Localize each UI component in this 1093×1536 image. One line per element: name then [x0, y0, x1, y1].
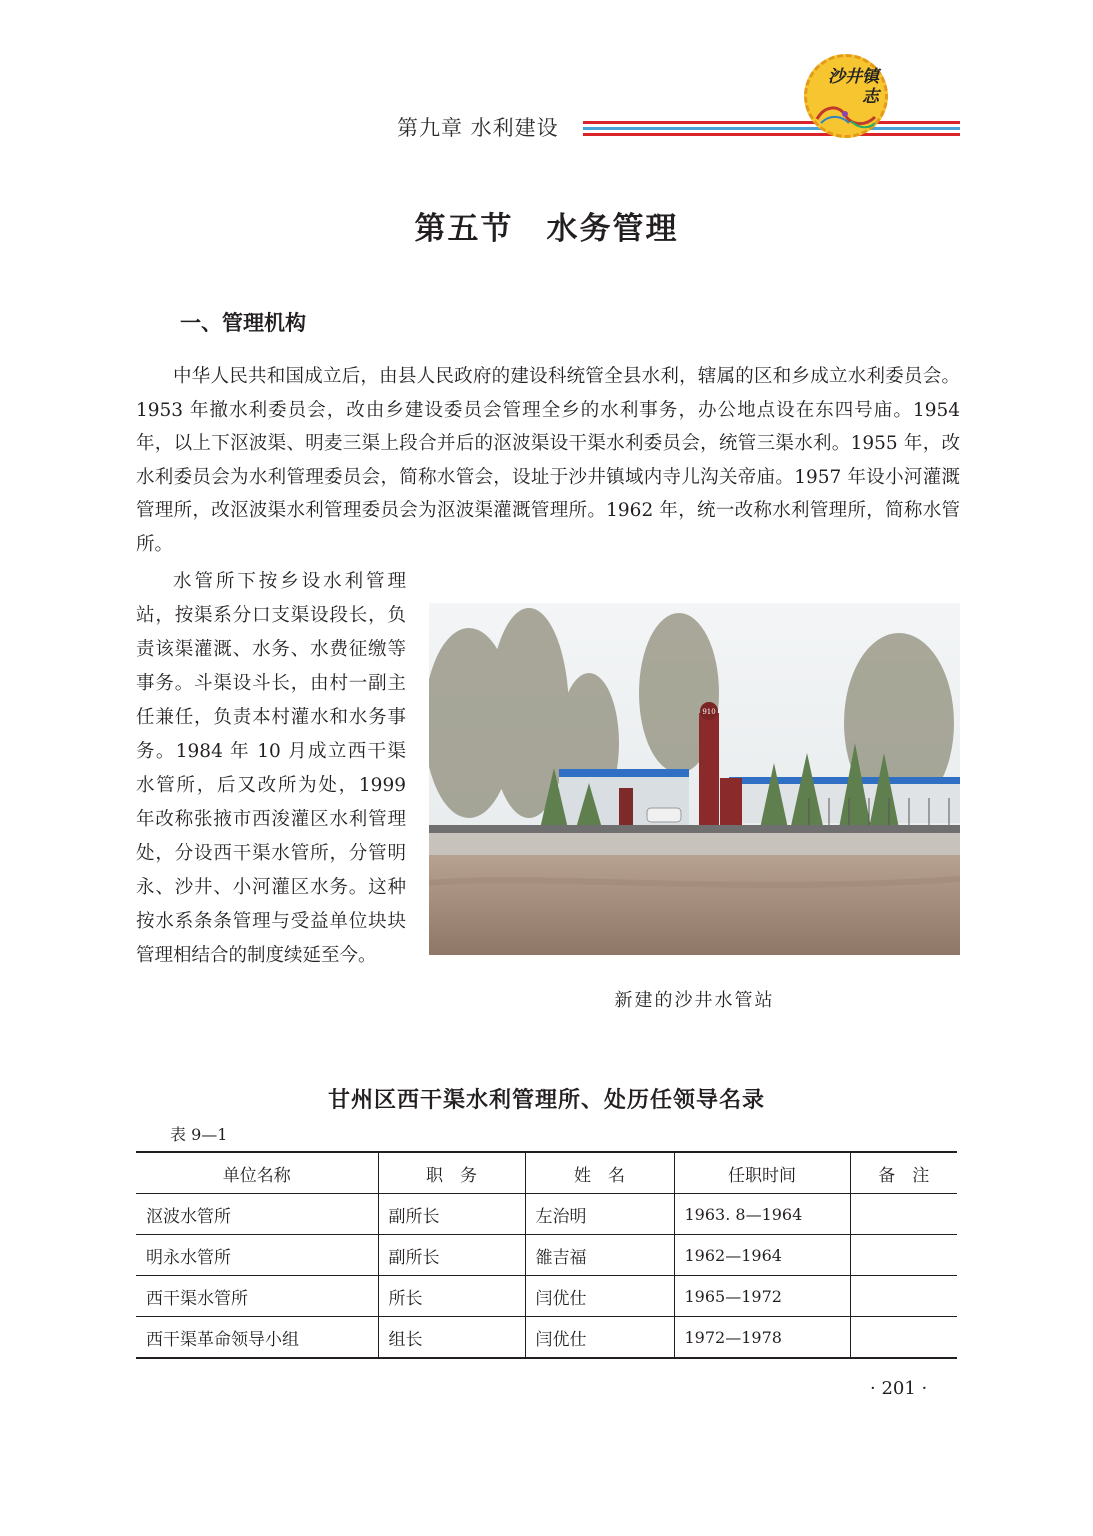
table-row [136, 1317, 957, 1359]
table-row [136, 1235, 957, 1276]
column-header-term: 任职时间 [674, 1152, 850, 1194]
cell-remarks [850, 1235, 957, 1276]
cell-term: 1962—1964 [674, 1235, 850, 1276]
phoenix-icon [815, 101, 877, 131]
table-row [136, 1276, 957, 1317]
cell-unit: 西干渠革命领导小组 [136, 1317, 378, 1359]
leaders-table [136, 1151, 957, 1359]
column-header-remarks: 备 注 [850, 1152, 957, 1194]
cell-remarks [850, 1276, 957, 1317]
subsection-title: 一、管理机构 [180, 311, 306, 335]
monument-number: 910 [702, 708, 716, 716]
header-rule-red-lower [583, 133, 960, 136]
cell-name: 闫优仕 [525, 1317, 674, 1359]
section-title: 第五节 水务管理 [414, 211, 679, 247]
cell-position: 所长 [378, 1276, 525, 1317]
cell-name: 闫优仕 [525, 1276, 674, 1317]
cell-remarks [850, 1194, 957, 1235]
cell-term: 1963. 8—1964 [674, 1194, 850, 1235]
photo-caption: 新建的沙井水管站 [614, 990, 775, 1011]
cell-position: 副所长 [378, 1235, 525, 1276]
paragraph-text: 水管所下按乡设水利管理站，按渠系分口支渠设段长，负责该渠灌溉、水务、水费征缴等事务。斗渠设斗长，由村一副主任兼任，负责本村灌水和水务事务。1984 年 10 月成立西干渠水管所，后又改所为处，1999 年改称张掖市西浚灌区水利管理处，分设西干渠水管所，分管明永、沙井、小河灌区水务。这种按水系条条管理与受益单位块块管理相结合的制度续延至今。 [136, 571, 406, 966]
cell-term: 1965—1972 [674, 1276, 850, 1317]
table-title: 甘州区西干渠水利管理所、处历任领导名录 [327, 1088, 765, 1113]
cell-name: 雒吉福 [525, 1235, 674, 1276]
column-header-unit: 单位名称 [136, 1152, 378, 1194]
cell-position: 副所长 [378, 1194, 525, 1235]
cell-name: 左治明 [525, 1194, 674, 1235]
table-row [136, 1194, 957, 1235]
column-header-position: 职 务 [378, 1152, 525, 1194]
page-number: · 201 · [870, 1378, 928, 1399]
table-number: 表 9—1 [170, 1125, 228, 1144]
body-paragraph-2 [136, 565, 406, 973]
seal-lettering: 沙井镇志 [828, 67, 879, 107]
table-header-row [136, 1152, 957, 1194]
chapter-header: 第九章 水利建设 [397, 116, 559, 140]
cell-unit: 沤波水管所 [136, 1194, 378, 1235]
header-rule-red [583, 121, 960, 124]
town-gazetteer-seal-logo [804, 54, 888, 138]
cell-position: 组长 [378, 1317, 525, 1359]
body-paragraph-1 [136, 360, 960, 562]
header-rule-blue [583, 127, 960, 130]
paragraph-text: 中华人民共和国成立后，由县人民政府的建设科统管全县水利，辖属的区和乡成立水利委员会。1953 年撤水利委员会，改由乡建设委员会管理全乡的水利事务，办公地点设在东四号庙。1954 年，以上下沤波渠、明麦三渠上段合并后的沤波渠设干渠水利委员会，统管三渠水利。1955 年，改水利委员会为水利管理委员会，简称水管会，设址于沙井镇域内寺儿沟关帝庙。1957 年设小河灌溉管理所，改沤波渠水利管理委员会为沤波渠灌溉管理所。1962 年，统一改称水利管理所，简称水管所。 [136, 366, 960, 555]
water-station-photo [429, 603, 960, 955]
cell-unit: 西干渠水管所 [136, 1276, 378, 1317]
cell-term: 1972—1978 [674, 1317, 850, 1359]
cell-remarks [850, 1317, 957, 1359]
cell-unit: 明永水管所 [136, 1235, 378, 1276]
column-header-name: 姓 名 [525, 1152, 674, 1194]
